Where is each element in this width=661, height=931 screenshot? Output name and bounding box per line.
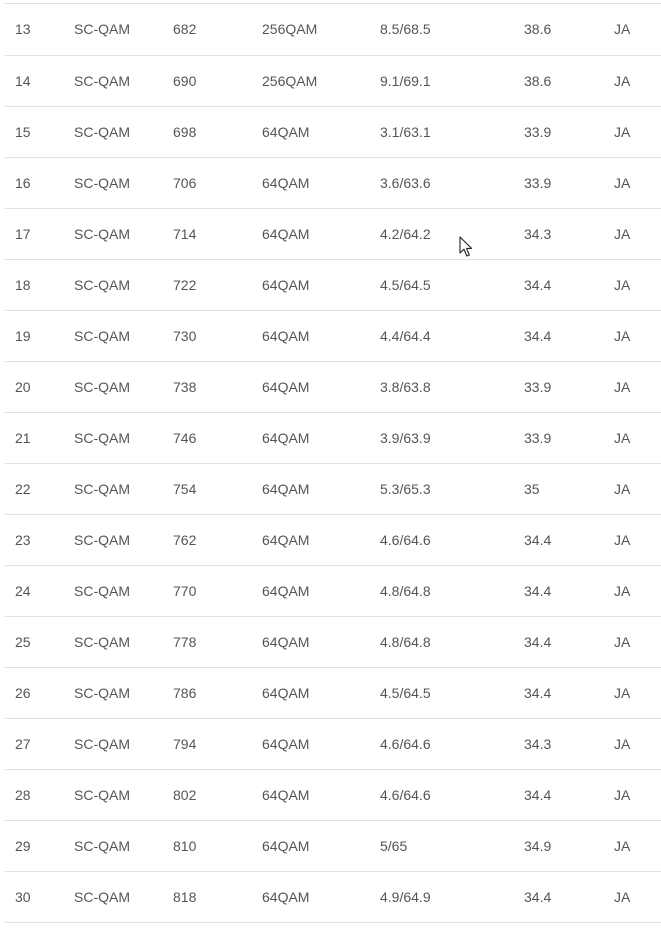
modulation-cell: 64QAM — [252, 565, 370, 616]
locked-status-cell: JA — [604, 412, 661, 463]
frequency-cell: 698 — [163, 106, 252, 157]
power-level-cell: 4.6/64.6 — [370, 769, 514, 820]
frequency-cell: 786 — [163, 667, 252, 718]
channel-id-cell: 25 — [5, 616, 64, 667]
frequency-cell: 770 — [163, 565, 252, 616]
modulation-cell: 64QAM — [252, 514, 370, 565]
table-row — [5, 616, 661, 667]
frequency-cell: 706 — [163, 157, 252, 208]
locked-status-cell: JA — [604, 208, 661, 259]
snr-cell: 34.4 — [514, 769, 604, 820]
table-row — [5, 208, 661, 259]
channel-table — [5, 4, 661, 923]
snr-cell: 34.4 — [514, 871, 604, 922]
frequency-cell: 746 — [163, 412, 252, 463]
frequency-cell: 682 — [163, 4, 252, 55]
snr-cell: 34.9 — [514, 820, 604, 871]
snr-cell: 33.9 — [514, 361, 604, 412]
table-body — [5, 4, 661, 922]
table-row — [5, 157, 661, 208]
frequency-cell: 794 — [163, 718, 252, 769]
channel-id-cell: 15 — [5, 106, 64, 157]
power-level-cell: 3.9/63.9 — [370, 412, 514, 463]
locked-status-cell: JA — [604, 718, 661, 769]
frequency-cell: 754 — [163, 463, 252, 514]
channel-type-cell: SC-QAM — [64, 769, 163, 820]
channel-id-cell: 21 — [5, 412, 64, 463]
locked-status-cell: JA — [604, 361, 661, 412]
table-row — [5, 259, 661, 310]
table-row — [5, 514, 661, 565]
table-row — [5, 463, 661, 514]
snr-cell: 34.3 — [514, 208, 604, 259]
locked-status-cell: JA — [604, 4, 661, 55]
table-row — [5, 820, 661, 871]
table-row — [5, 412, 661, 463]
snr-cell: 34.4 — [514, 667, 604, 718]
modulation-cell: 64QAM — [252, 310, 370, 361]
channel-type-cell: SC-QAM — [64, 616, 163, 667]
power-level-cell: 4.4/64.4 — [370, 310, 514, 361]
channel-type-cell: SC-QAM — [64, 565, 163, 616]
channel-type-cell: SC-QAM — [64, 514, 163, 565]
frequency-cell: 802 — [163, 769, 252, 820]
channel-type-cell: SC-QAM — [64, 157, 163, 208]
modulation-cell: 64QAM — [252, 412, 370, 463]
modulation-cell: 64QAM — [252, 871, 370, 922]
modulation-cell: 64QAM — [252, 667, 370, 718]
locked-status-cell: JA — [604, 463, 661, 514]
snr-cell: 35 — [514, 463, 604, 514]
channel-id-cell: 28 — [5, 769, 64, 820]
table-row — [5, 55, 661, 106]
channel-id-cell: 14 — [5, 55, 64, 106]
mouse-pointer-icon — [459, 236, 473, 258]
table-row — [5, 310, 661, 361]
snr-cell: 38.6 — [514, 4, 604, 55]
channel-id-cell: 20 — [5, 361, 64, 412]
channel-id-cell: 17 — [5, 208, 64, 259]
locked-status-cell: JA — [604, 616, 661, 667]
modulation-cell: 64QAM — [252, 820, 370, 871]
channel-type-cell: SC-QAM — [64, 361, 163, 412]
locked-status-cell: JA — [604, 871, 661, 922]
frequency-cell: 762 — [163, 514, 252, 565]
frequency-cell: 778 — [163, 616, 252, 667]
snr-cell: 34.4 — [514, 259, 604, 310]
table-row — [5, 667, 661, 718]
power-level-cell: 5.3/65.3 — [370, 463, 514, 514]
modulation-cell: 64QAM — [252, 718, 370, 769]
locked-status-cell: JA — [604, 310, 661, 361]
snr-cell: 34.4 — [514, 616, 604, 667]
power-level-cell: 4.6/64.6 — [370, 514, 514, 565]
locked-status-cell: JA — [604, 769, 661, 820]
power-level-cell: 4.5/64.5 — [370, 667, 514, 718]
channel-type-cell: SC-QAM — [64, 718, 163, 769]
frequency-cell: 714 — [163, 208, 252, 259]
frequency-cell: 810 — [163, 820, 252, 871]
power-level-cell: 3.8/63.8 — [370, 361, 514, 412]
channel-type-cell: SC-QAM — [64, 55, 163, 106]
modulation-cell: 64QAM — [252, 106, 370, 157]
modulation-cell: 64QAM — [252, 208, 370, 259]
power-level-cell: 4.9/64.9 — [370, 871, 514, 922]
channel-id-cell: 22 — [5, 463, 64, 514]
table-row — [5, 565, 661, 616]
snr-cell: 34.4 — [514, 310, 604, 361]
snr-cell: 33.9 — [514, 106, 604, 157]
modulation-cell: 64QAM — [252, 259, 370, 310]
locked-status-cell: JA — [604, 565, 661, 616]
channel-type-cell: SC-QAM — [64, 106, 163, 157]
power-level-cell: 8.5/68.5 — [370, 4, 514, 55]
channel-id-cell: 23 — [5, 514, 64, 565]
locked-status-cell: JA — [604, 820, 661, 871]
snr-cell: 34.4 — [514, 565, 604, 616]
table-row — [5, 718, 661, 769]
channel-id-cell: 29 — [5, 820, 64, 871]
power-level-cell: 4.8/64.8 — [370, 616, 514, 667]
snr-cell: 34.3 — [514, 718, 604, 769]
modulation-cell: 256QAM — [252, 55, 370, 106]
snr-cell: 33.9 — [514, 412, 604, 463]
frequency-cell: 818 — [163, 871, 252, 922]
channel-type-cell: SC-QAM — [64, 463, 163, 514]
power-level-cell: 3.1/63.1 — [370, 106, 514, 157]
table-row — [5, 106, 661, 157]
locked-status-cell: JA — [604, 667, 661, 718]
channel-id-cell: 16 — [5, 157, 64, 208]
modulation-cell: 64QAM — [252, 769, 370, 820]
modulation-cell: 64QAM — [252, 463, 370, 514]
power-level-cell: 4.2/64.2 — [370, 208, 514, 259]
channel-id-cell: 13 — [5, 4, 64, 55]
channel-id-cell: 26 — [5, 667, 64, 718]
channel-type-cell: SC-QAM — [64, 259, 163, 310]
snr-cell: 33.9 — [514, 157, 604, 208]
power-level-cell: 3.6/63.6 — [370, 157, 514, 208]
channel-type-cell: SC-QAM — [64, 412, 163, 463]
frequency-cell: 722 — [163, 259, 252, 310]
locked-status-cell: JA — [604, 514, 661, 565]
table-row — [5, 769, 661, 820]
modulation-cell: 64QAM — [252, 616, 370, 667]
channel-id-cell: 19 — [5, 310, 64, 361]
locked-status-cell: JA — [604, 106, 661, 157]
snr-cell: 34.4 — [514, 514, 604, 565]
channel-id-cell: 30 — [5, 871, 64, 922]
channel-id-cell: 27 — [5, 718, 64, 769]
channel-type-cell: SC-QAM — [64, 208, 163, 259]
downstream-channel-table — [5, 3, 661, 923]
power-level-cell: 5/65 — [370, 820, 514, 871]
snr-cell: 38.6 — [514, 55, 604, 106]
modulation-cell: 256QAM — [252, 4, 370, 55]
modulation-cell: 64QAM — [252, 361, 370, 412]
modulation-cell: 64QAM — [252, 157, 370, 208]
locked-status-cell: JA — [604, 259, 661, 310]
channel-id-cell: 24 — [5, 565, 64, 616]
table-row — [5, 4, 661, 55]
channel-type-cell: SC-QAM — [64, 667, 163, 718]
frequency-cell: 690 — [163, 55, 252, 106]
frequency-cell: 738 — [163, 361, 252, 412]
power-level-cell: 4.5/64.5 — [370, 259, 514, 310]
power-level-cell: 9.1/69.1 — [370, 55, 514, 106]
power-level-cell: 4.6/64.6 — [370, 718, 514, 769]
table-row — [5, 361, 661, 412]
table-row — [5, 871, 661, 922]
locked-status-cell: JA — [604, 157, 661, 208]
power-level-cell: 4.8/64.8 — [370, 565, 514, 616]
channel-type-cell: SC-QAM — [64, 871, 163, 922]
channel-type-cell: SC-QAM — [64, 310, 163, 361]
channel-id-cell: 18 — [5, 259, 64, 310]
locked-status-cell: JA — [604, 55, 661, 106]
channel-type-cell: SC-QAM — [64, 820, 163, 871]
channel-type-cell: SC-QAM — [64, 4, 163, 55]
frequency-cell: 730 — [163, 310, 252, 361]
